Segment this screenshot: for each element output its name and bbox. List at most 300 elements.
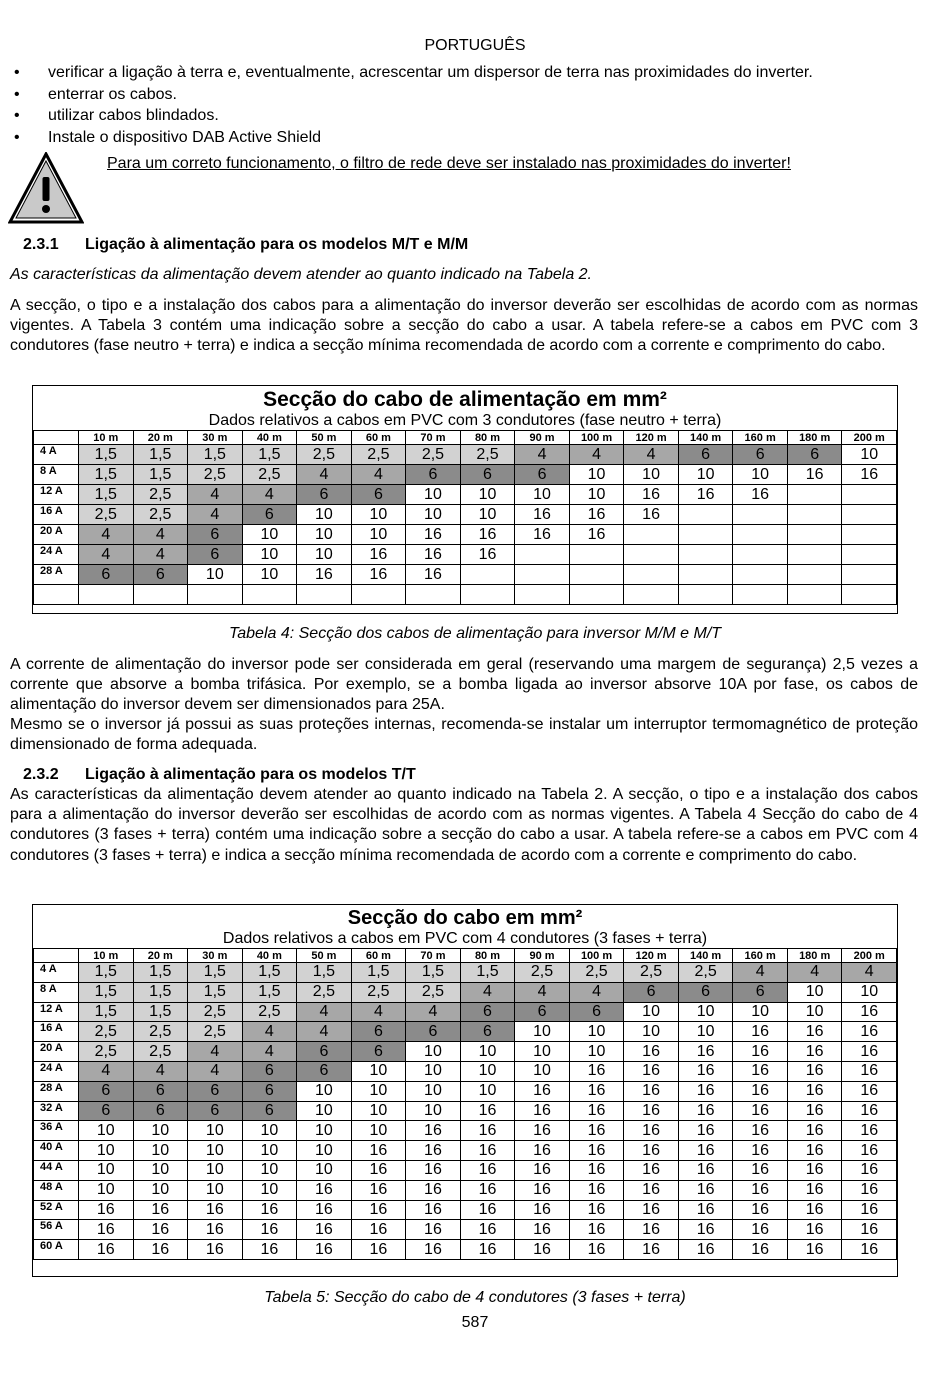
column-header: 120 m: [624, 949, 679, 963]
table-cell: 6: [515, 1002, 570, 1022]
table-cell: 16: [733, 1101, 788, 1121]
table-cell: 16: [678, 1160, 733, 1180]
table-cell: 16: [79, 1200, 134, 1220]
table-cell: 16: [460, 545, 515, 565]
table-cell: 4: [79, 525, 134, 545]
table-cell: 4: [787, 963, 842, 983]
table-row: [34, 485, 897, 505]
table-cell: 16: [515, 1180, 570, 1200]
table-cell: 16: [351, 1240, 406, 1260]
table-cell: 16: [297, 565, 352, 585]
table-cell: 10: [569, 1042, 624, 1062]
section-number: 2.3.2: [23, 766, 59, 783]
table-cell: 16: [842, 1160, 897, 1180]
table-cell: [787, 585, 842, 605]
table-cell: 6: [460, 465, 515, 485]
table-cell: 10: [624, 465, 679, 485]
table-cell: [515, 585, 570, 605]
table-cell: 16: [515, 1121, 570, 1141]
table-cell: [842, 565, 897, 585]
table-cell: 4: [133, 525, 188, 545]
table-cell: 16: [133, 1220, 188, 1240]
table-cell: 16: [515, 1220, 570, 1240]
table-cell: [787, 485, 842, 505]
table-cell: 6: [460, 1002, 515, 1022]
table-cell: 16: [569, 1160, 624, 1180]
table-grid: [33, 948, 897, 1260]
table-cell: 10: [297, 545, 352, 565]
table-cell: 10: [133, 1121, 188, 1141]
table-cell: 10: [188, 1180, 243, 1200]
table-cell: 1,5: [133, 1002, 188, 1022]
row-label: 44 A: [34, 1160, 79, 1180]
table-cell: 4: [242, 1022, 297, 1042]
table-cell: 16: [624, 1180, 679, 1200]
table-cell: 6: [351, 1022, 406, 1042]
table-cell: [733, 525, 788, 545]
table-cell: 16: [242, 1220, 297, 1240]
table-cell: 10: [678, 1002, 733, 1022]
table-cell: [133, 585, 188, 605]
table-cell: 2,5: [79, 505, 134, 525]
table-cell: 16: [733, 1160, 788, 1180]
table-cell: 16: [678, 1081, 733, 1101]
table-cell: 1,5: [79, 485, 134, 505]
row-label: 60 A: [34, 1240, 79, 1260]
row-label: [34, 585, 79, 605]
section-paragraph: As características da alimentação devem atender ao quanto indicado na Tabela 2. A secção, o tipo e a instalação dos cabos para a alimentação do inversor deverão ser escolhidas de acordo com as normas vigentes. A Tabela 4 Secção do cabo de 4 condutores (3 fases + terra) contém uma indicação sobre a secção do cabo a usar. A tabela refere-se a cabos em PVC com 4 condutores (3 fases + terra) e indica a secção mínima recomendada de acordo com a corrente e comprimento do cabo.: [10, 786, 918, 864]
table-cell: 10: [188, 1141, 243, 1161]
column-header: 80 m: [460, 949, 515, 963]
table-cell: 1,5: [79, 445, 134, 465]
table-cell: 16: [624, 1240, 679, 1260]
table-cell: 16: [406, 1180, 461, 1200]
table-cell: 6: [678, 982, 733, 1002]
section-paragraph: A secção, o tipo e a instalação dos cabos para a alimentação do inversor deverão ser escolhidas de acordo com as normas vigentes. A Tabela 3 contém uma indicação sobre a secção do cabo a usar. A tabela refere-se a cabos em PVC com 3 condutores (fase neutro + terra) e indica a secção mínima recomendada de acordo com a corrente e comprimento do cabo.: [10, 297, 918, 355]
table-row: [34, 465, 897, 485]
table-cell: 4: [188, 485, 243, 505]
table-cell: 6: [297, 1042, 352, 1062]
bullet-text: utilizar cabos blindados.: [48, 107, 219, 124]
table-cell: 1,5: [79, 465, 134, 485]
table-cell: 6: [733, 982, 788, 1002]
table-cell: 10: [242, 1180, 297, 1200]
table-cell: 10: [406, 1042, 461, 1062]
table-cell: 16: [515, 1160, 570, 1180]
table-cell: 16: [460, 1240, 515, 1260]
bullet-icon: •: [14, 107, 20, 124]
table-cell: 6: [515, 465, 570, 485]
table-cell: 10: [351, 505, 406, 525]
table-cell: [787, 505, 842, 525]
table-cell: 16: [351, 1220, 406, 1240]
table-cell: [242, 585, 297, 605]
table-cell: 6: [242, 1101, 297, 1121]
table-cell: 16: [842, 1220, 897, 1240]
table-cell: 16: [406, 1220, 461, 1240]
table-cell: 16: [406, 1121, 461, 1141]
table-cell: 16: [569, 1121, 624, 1141]
column-header: 160 m: [733, 431, 788, 445]
table-row: [34, 982, 897, 1002]
table-cell: 16: [569, 1061, 624, 1081]
table-cell: 16: [733, 1220, 788, 1240]
bullet-text: verificar a ligação à terra e, eventualmente, acrescentar um dispersor de terra nas proximidades do inverter.: [48, 64, 813, 81]
column-header: 160 m: [733, 949, 788, 963]
column-header: 180 m: [787, 949, 842, 963]
column-header: 200 m: [842, 949, 897, 963]
table-cell: 16: [133, 1200, 188, 1220]
table-cell: 16: [460, 1121, 515, 1141]
table-cell: [515, 545, 570, 565]
table-cell: 16: [624, 1121, 679, 1141]
table-cell: 4: [842, 963, 897, 983]
table-cell: 16: [297, 1200, 352, 1220]
table-cell: 16: [678, 1220, 733, 1240]
table-cell: [406, 585, 461, 605]
table-cell: 10: [351, 1081, 406, 1101]
table-row: [34, 1042, 897, 1062]
table-cell: [733, 545, 788, 565]
table-cell: 16: [678, 1141, 733, 1161]
table-cell: 4: [133, 1061, 188, 1081]
table-cell: 16: [351, 1141, 406, 1161]
table-cell: 16: [787, 1081, 842, 1101]
table-cell: 16: [460, 1160, 515, 1180]
table-cell: 16: [569, 525, 624, 545]
table-cell: 16: [678, 485, 733, 505]
table-cell: 6: [733, 445, 788, 465]
table-cell: 10: [406, 505, 461, 525]
table-cell: 10: [569, 1022, 624, 1042]
table-caption: Tabela 4: Secção dos cabos de alimentação para inversor M/M e M/T: [228, 625, 722, 642]
table-cell: 16: [678, 1042, 733, 1062]
table-cell: 10: [242, 1121, 297, 1141]
table-cell: 2,5: [406, 982, 461, 1002]
table-cell: 10: [460, 485, 515, 505]
table-cell: 10: [79, 1180, 134, 1200]
table-cell: [842, 545, 897, 565]
table-cell: 16: [733, 1081, 788, 1101]
table-cell: 4: [515, 982, 570, 1002]
table-cell: 16: [842, 1042, 897, 1062]
table-cell: 16: [624, 1141, 679, 1161]
table-cell: 16: [133, 1240, 188, 1260]
column-header: 40 m: [242, 431, 297, 445]
table-cell: 16: [624, 1220, 679, 1240]
column-header: 200 m: [842, 431, 897, 445]
table-cell: 16: [406, 1160, 461, 1180]
table-row: [34, 1081, 897, 1101]
table-cell: 16: [842, 1141, 897, 1161]
table-cell: 16: [406, 525, 461, 545]
column-header: 50 m: [297, 431, 352, 445]
table-cell: 16: [733, 1141, 788, 1161]
table-cell: 10: [678, 465, 733, 485]
table-cell: 16: [733, 1240, 788, 1260]
table-title: Secção do cabo em mm²: [347, 907, 583, 929]
table-cell: 16: [188, 1240, 243, 1260]
table-cell: [460, 585, 515, 605]
table-row: [34, 505, 897, 525]
column-header: 80 m: [460, 431, 515, 445]
table-cell: [624, 565, 679, 585]
table-cell: 6: [188, 1081, 243, 1101]
table-cell: 16: [624, 1081, 679, 1101]
table-cell: 10: [515, 1042, 570, 1062]
table-cell: 4: [242, 1042, 297, 1062]
table-cell: [569, 585, 624, 605]
table-cell: 4: [569, 982, 624, 1002]
table-cell: 16: [787, 1121, 842, 1141]
table-cell: 2,5: [460, 445, 515, 465]
table-cell: 16: [678, 1240, 733, 1260]
row-label: 20 A: [34, 525, 79, 545]
bullet-icon: •: [14, 64, 20, 81]
table-cell: 16: [460, 1141, 515, 1161]
table-cell: 1,5: [242, 963, 297, 983]
table-cell: 1,5: [79, 1002, 134, 1022]
table-cell: 1,5: [297, 963, 352, 983]
table-cell: 10: [515, 1022, 570, 1042]
table-cell: 4: [624, 445, 679, 465]
row-label: 4 A: [34, 445, 79, 465]
table-cell: 16: [569, 1240, 624, 1260]
table-cell: 2,5: [133, 1042, 188, 1062]
table-cell: 6: [351, 485, 406, 505]
table-cell: 4: [188, 1061, 243, 1081]
table-cell: 6: [787, 445, 842, 465]
header-corner: [34, 949, 79, 963]
table-cell: 10: [351, 1121, 406, 1141]
table-cell: 10: [351, 1101, 406, 1121]
table-cell: 4: [79, 1061, 134, 1081]
column-header: 100 m: [569, 949, 624, 963]
table-cell: 6: [242, 1061, 297, 1081]
table-cell: 10: [406, 1101, 461, 1121]
table-cell: [787, 565, 842, 585]
column-header: 180 m: [787, 431, 842, 445]
table-cell: 6: [242, 1081, 297, 1101]
table-cell: 16: [569, 1101, 624, 1121]
table-cell: 10: [297, 505, 352, 525]
row-label: 24 A: [34, 1061, 79, 1081]
list-item: [10, 63, 813, 85]
table-cell: 16: [733, 1061, 788, 1081]
row-label: 12 A: [34, 485, 79, 505]
table-cell: [569, 565, 624, 585]
table-cell: 6: [406, 1022, 461, 1042]
column-header: 10 m: [79, 949, 134, 963]
table-title: Secção do cabo de alimentação em mm²: [263, 388, 667, 411]
table-cell: 16: [787, 1042, 842, 1062]
table-cell: 4: [515, 445, 570, 465]
column-header: 90 m: [515, 949, 570, 963]
table-cell: [842, 505, 897, 525]
table-cell: 2,5: [133, 1022, 188, 1042]
table-grid: [33, 430, 897, 605]
section-title: Ligação à alimentação para os modelos T/T: [85, 766, 416, 783]
table-cell: 10: [842, 982, 897, 1002]
table-cell: 16: [733, 1022, 788, 1042]
table-cell: 16: [188, 1200, 243, 1220]
table-row: [34, 1002, 897, 1022]
bullet-icon: •: [14, 128, 20, 146]
header-corner: [34, 431, 79, 445]
table-cell: 2,5: [188, 465, 243, 485]
table-cell: [842, 485, 897, 505]
table-cell: 4: [297, 1002, 352, 1022]
table-cell: 10: [678, 1022, 733, 1042]
table-cell: 6: [297, 1061, 352, 1081]
column-header: 90 m: [515, 431, 570, 445]
table-cell: 6: [297, 485, 352, 505]
table-cell: 2,5: [242, 465, 297, 485]
table-header-row: [34, 949, 897, 963]
row-label: 8 A: [34, 982, 79, 1002]
table-cell: 16: [242, 1240, 297, 1260]
table-cell: 6: [188, 545, 243, 565]
table-cell: 1,5: [351, 963, 406, 983]
table-cell: 16: [624, 1160, 679, 1180]
row-label: 52 A: [34, 1200, 79, 1220]
table-cell: 16: [624, 1042, 679, 1062]
column-header: 100 m: [569, 431, 624, 445]
row-label: 16 A: [34, 1022, 79, 1042]
table-cell: 16: [351, 565, 406, 585]
table-cell: 10: [787, 1002, 842, 1022]
table-row: [34, 545, 897, 565]
table-cell: [787, 545, 842, 565]
table-cell: 4: [297, 465, 352, 485]
column-header: 50 m: [297, 949, 352, 963]
table-cell: [678, 565, 733, 585]
table-cell: 4: [133, 545, 188, 565]
table-cell: 16: [406, 565, 461, 585]
paragraph-protection: Mesmo se o inversor já possui as suas proteções internas, recomenda-se instalar um interruptor termomagnético de proteção dimensionado de forma adequada.: [10, 716, 918, 754]
table-cell: 16: [460, 1220, 515, 1240]
table-row: [34, 1180, 897, 1200]
section-heading-2-3-2: [23, 766, 416, 784]
table-cell: 10: [733, 465, 788, 485]
table-cell: 16: [515, 1141, 570, 1161]
column-header: 70 m: [406, 949, 461, 963]
table-subtitle: Dados relativos a cabos em PVC com 3 condutores (fase neutro + terra): [208, 412, 722, 429]
table-cell: [460, 565, 515, 585]
page-number: 587: [461, 1314, 489, 1331]
table-cell: 16: [787, 465, 842, 485]
table-cell: 16: [569, 1200, 624, 1220]
table-cell: 10: [842, 445, 897, 465]
table-cell: [678, 525, 733, 545]
table-cell: 2,5: [188, 1022, 243, 1042]
table-cell: [624, 525, 679, 545]
table-row: [34, 1121, 897, 1141]
column-header: 10 m: [79, 431, 134, 445]
table-cell: 2,5: [351, 982, 406, 1002]
table-cell: 1,5: [133, 963, 188, 983]
table-cell: 4: [351, 465, 406, 485]
table-cell: 2,5: [79, 1022, 134, 1042]
table-cell: 16: [460, 1200, 515, 1220]
table-row: [34, 565, 897, 585]
table-cell: 6: [624, 982, 679, 1002]
table-cell: 4: [351, 1002, 406, 1022]
table-row: [34, 1101, 897, 1121]
table-cell: 6: [188, 525, 243, 545]
table-cell: 16: [460, 1101, 515, 1121]
table-cell: [787, 525, 842, 545]
table-cell: 6: [242, 505, 297, 525]
table-row: [34, 1240, 897, 1260]
column-header: 70 m: [406, 431, 461, 445]
table-cell: 16: [842, 1180, 897, 1200]
table-cell: 16: [406, 545, 461, 565]
table-cell: 16: [188, 1220, 243, 1240]
table-cell: 16: [842, 1121, 897, 1141]
table-cell: 16: [842, 1002, 897, 1022]
table-cell: 16: [515, 1240, 570, 1260]
table-cell: 16: [842, 1061, 897, 1081]
table-cell: 10: [406, 1061, 461, 1081]
table-cell: [569, 545, 624, 565]
table-cell: [842, 585, 897, 605]
list-item: [10, 106, 813, 128]
table-row: [34, 1141, 897, 1161]
table-cell: 16: [79, 1220, 134, 1240]
table-cell: 2,5: [569, 963, 624, 983]
row-label: 24 A: [34, 545, 79, 565]
table-cell: 10: [569, 485, 624, 505]
table-cell: 16: [297, 1220, 352, 1240]
table-cell: 16: [297, 1240, 352, 1260]
table-cell: 16: [787, 1240, 842, 1260]
row-label: 56 A: [34, 1220, 79, 1240]
table-row: [34, 1220, 897, 1240]
table-cell: [733, 505, 788, 525]
table-cell: 16: [787, 1160, 842, 1180]
table-cell: 10: [242, 1141, 297, 1161]
table-row: [34, 1061, 897, 1081]
row-label: 28 A: [34, 1081, 79, 1101]
table-cell: 16: [842, 1200, 897, 1220]
table-subtitle: Dados relativos a cabos em PVC com 4 condutores (3 fases + terra): [222, 930, 708, 947]
table-cell: 16: [515, 505, 570, 525]
row-label: 8 A: [34, 465, 79, 485]
table-cell: 16: [406, 1240, 461, 1260]
table-row: [34, 445, 897, 465]
table-cell: 1,5: [242, 445, 297, 465]
column-header: 20 m: [133, 949, 188, 963]
column-header: 120 m: [624, 431, 679, 445]
table-cell: 10: [79, 1160, 134, 1180]
table-cell: 10: [406, 485, 461, 505]
table-cell: [678, 585, 733, 605]
table-cell: 16: [733, 1180, 788, 1200]
table-cell: 10: [188, 1160, 243, 1180]
list-item: [10, 128, 813, 150]
table-cell: 6: [351, 1042, 406, 1062]
table-cell: 16: [624, 505, 679, 525]
table-cell: 6: [79, 1101, 134, 1121]
row-label: 16 A: [34, 505, 79, 525]
table-cell: 2,5: [351, 445, 406, 465]
table-cell: 16: [515, 1081, 570, 1101]
table-cell: 6: [133, 1101, 188, 1121]
table-cell: 6: [569, 1002, 624, 1022]
column-header: 60 m: [351, 431, 406, 445]
table-cell: 16: [624, 485, 679, 505]
